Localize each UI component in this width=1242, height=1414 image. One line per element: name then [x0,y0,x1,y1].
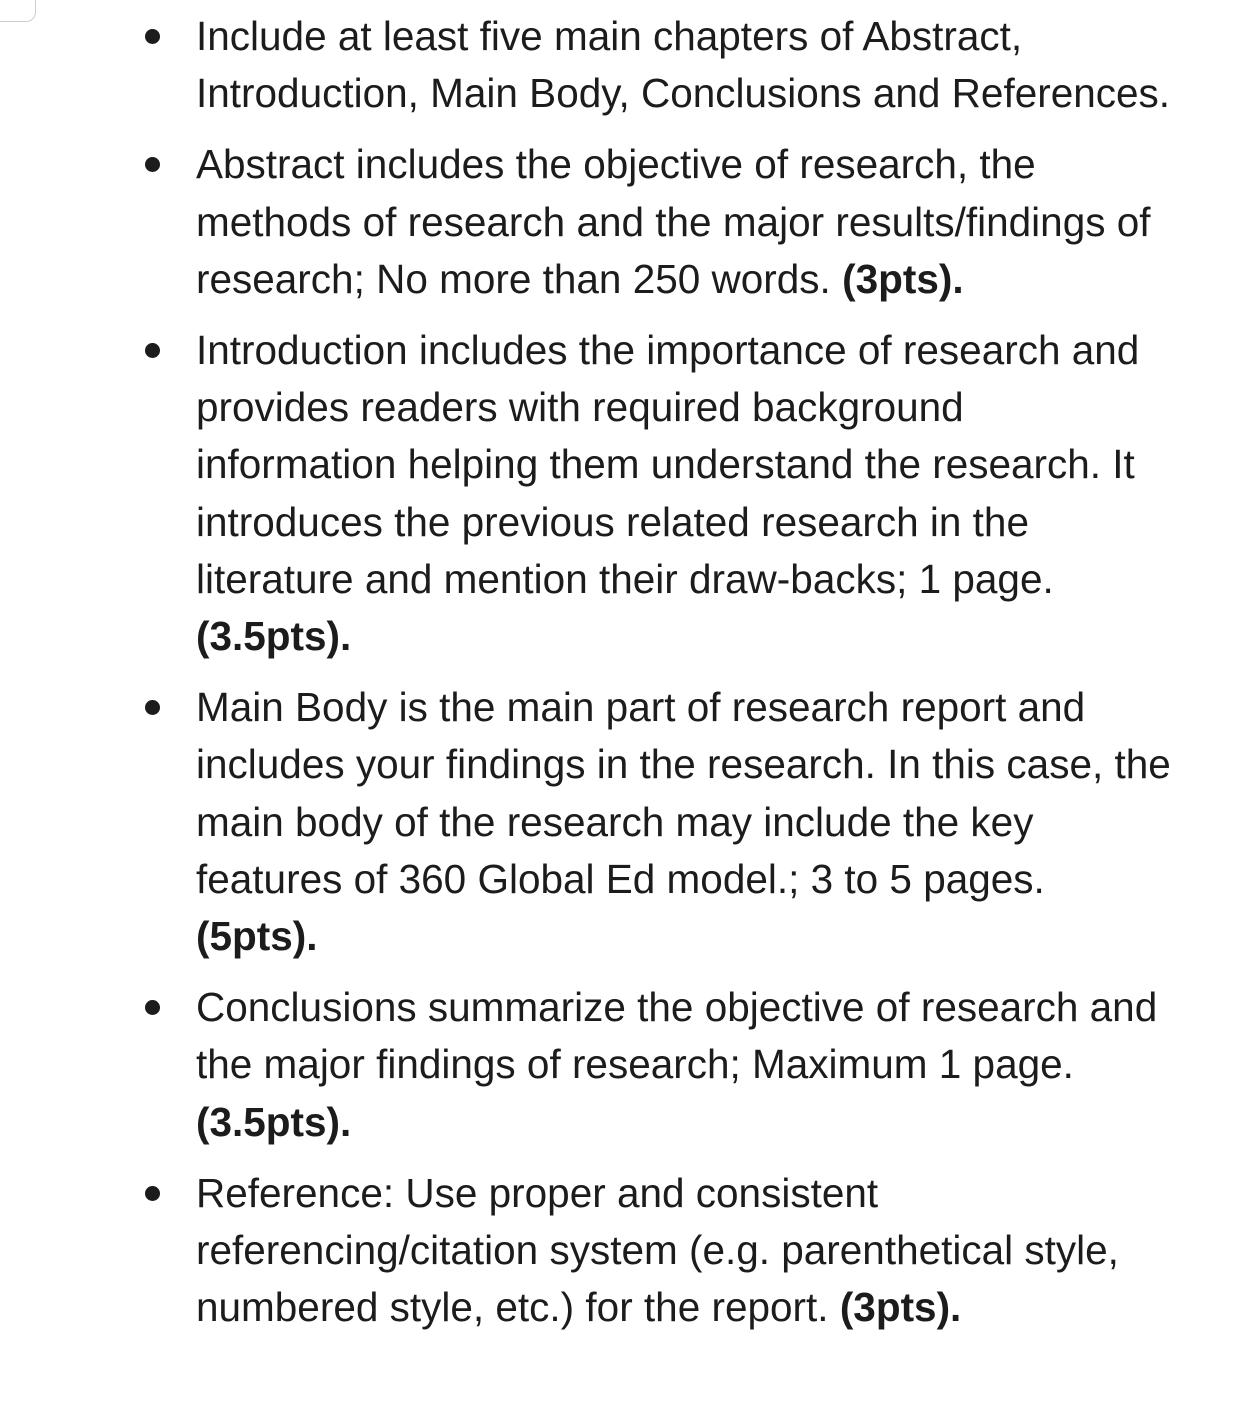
requirement-text: Include at least five main chapters of Abstract, Introduction, Main Body, Conclusions and References. [196,13,1171,117]
bullet-icon [145,1000,160,1015]
bullet-icon [145,1186,160,1201]
requirement-text: Reference: Use proper and consistent referencing/citation system (e.g. parenthetical style, numbered style, etc.) for the report. [196,1169,1119,1331]
requirement-points: (3pts). [839,1284,962,1331]
requirement-chapters [0,8,1171,122]
requirement-text: Conclusions summarize the objective of research and the major findings of research; Maximum 1 page. [196,984,1158,1088]
requirement-points: (3pts). [842,255,964,302]
requirement-abstract [0,136,1171,308]
requirements-list [0,8,1171,1350]
bullet-icon [145,29,160,44]
bullet-icon [145,157,160,172]
requirement-reference [0,1165,1171,1337]
requirement-points: (5pts). [196,913,318,960]
requirement-conclusions [0,979,1171,1151]
requirement-introduction [0,322,1171,665]
requirement-text: Main Body is the main part of research report and includes your findings in the research. In this case, the main body of the research may include the key features of 360 Global Ed model.; 3 to 5 pages. [196,684,1171,902]
bullet-icon [145,700,160,715]
requirement-text: Abstract includes the objective of research, the methods of research and the major results/findings of research; No more than 250 words. [196,141,1151,302]
bullet-icon [145,343,160,358]
requirement-points: (3.5pts). [196,1098,352,1145]
requirement-main-body [0,679,1171,965]
requirement-points: (3.5pts). [196,613,352,660]
requirement-text: Introduction includes the importance of research and provides readers with required background information helping them understand the research. It introduces the previous related research in the literature and mention their draw-backs; 1 page. [196,327,1140,602]
